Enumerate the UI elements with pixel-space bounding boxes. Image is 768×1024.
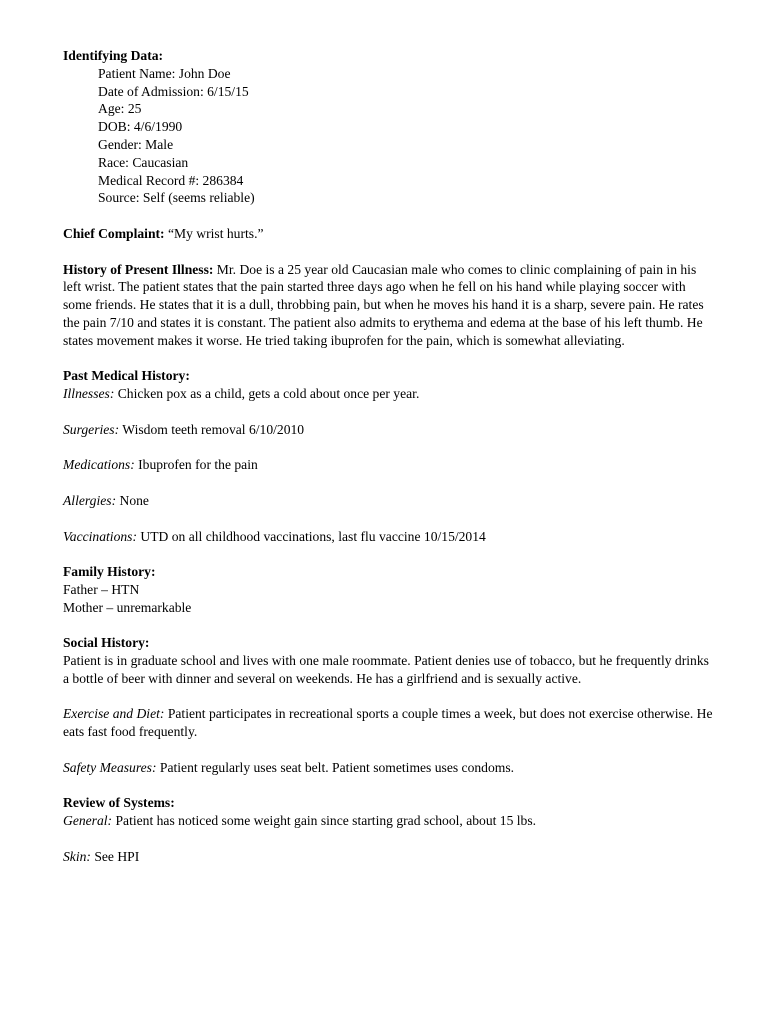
illnesses-label: Illnesses: xyxy=(63,386,115,402)
ros-heading: Review of Systems: xyxy=(63,795,175,811)
family-father: Father – HTN xyxy=(63,581,140,597)
vaccinations-text: UTD on all childhood vaccinations, last flu vaccine 10/15/2014 xyxy=(137,528,486,544)
exercise-label: Exercise and Diet: xyxy=(63,706,165,722)
dob: DOB: 4/6/1990 xyxy=(98,119,183,135)
medications xyxy=(63,456,713,474)
allergies xyxy=(63,492,713,510)
social-history-text: Patient is in graduate school and lives with one male roommate. Patient denies use of tobacco, but he frequently drinks a bottle of beer with dinner and several on weekends. He has a girlfriend and is sexually active. xyxy=(63,653,709,686)
hpi-label: History of Present Illness: xyxy=(63,261,214,277)
surgeries xyxy=(63,421,713,439)
illnesses-text: Chicken pox as a child, gets a cold about once per year. xyxy=(114,386,420,402)
age: Age: 25 xyxy=(98,101,142,117)
safety-text: Patient regularly uses seat belt. Patient sometimes uses condoms. xyxy=(156,759,515,775)
pmh-heading: Past Medical History: xyxy=(63,368,190,384)
medications-text: Ibuprofen for the pain xyxy=(134,457,258,473)
source: Source: Self (seems reliable) xyxy=(98,190,255,206)
ros-general xyxy=(63,812,713,830)
family-history-heading: Family History: xyxy=(63,564,156,580)
safety-label: Safety Measures: xyxy=(63,759,157,775)
chief-complaint-text: “My wrist hurts.” xyxy=(164,225,264,241)
general-text: Patient has noticed some weight gain since starting grad school, about 15 lbs. xyxy=(112,813,537,829)
family-mother: Mother – unremarkable xyxy=(63,599,192,615)
skin-label: Skin: xyxy=(63,848,91,864)
social-history-heading: Social History: xyxy=(63,635,150,651)
medications-label: Medications: xyxy=(63,457,135,473)
skin-text: See HPI xyxy=(90,848,140,864)
hpi-text: Mr. Doe is a 25 year old Caucasian male who comes to clinic complaining of pain in his left wrist. The patient states that the pain started three days ago when he fell on his hand while playing soccer with some friends. He states that it is a dull, throbbing pain, but when he moves his hand it is a sharp, severe pain. He rates the pain 7/10 and states it is constant. The patient also admits to erythema and edema at the base of his left thumb. He states movement makes it worse. He tried taking ibuprofen for the pain, which is somewhat alleviating. xyxy=(63,261,704,348)
surgeries-text: Wisdom teeth removal 6/10/2010 xyxy=(119,421,305,437)
safety-measures xyxy=(63,759,713,777)
identifying-data-heading: Identifying Data: xyxy=(63,48,164,63)
hpi-paragraph xyxy=(63,261,713,350)
medical-record-number: Medical Record #: 286384 xyxy=(98,172,244,188)
surgeries-label: Surgeries: xyxy=(63,421,120,437)
date-of-admission: Date of Admission: 6/15/15 xyxy=(98,83,249,99)
general-label: General: xyxy=(63,813,113,829)
ros-skin xyxy=(63,848,713,866)
allergies-label: Allergies: xyxy=(63,492,117,508)
exercise-text: Patient participates in recreational sports a couple times a week, but does not exercise otherwise. He eats fast food frequently. xyxy=(63,706,713,740)
illnesses xyxy=(63,385,713,403)
gender: Gender: Male xyxy=(98,136,174,152)
allergies-text: None xyxy=(116,492,149,508)
vaccinations xyxy=(63,528,713,546)
document-body xyxy=(63,47,713,866)
chief-complaint-label: Chief Complaint: xyxy=(63,225,165,241)
race: Race: Caucasian xyxy=(98,154,189,170)
vaccinations-label: Vaccinations: xyxy=(63,528,137,544)
exercise-and-diet xyxy=(63,705,713,741)
patient-name: Patient Name: John Doe xyxy=(98,65,231,81)
chief-complaint xyxy=(63,225,713,243)
